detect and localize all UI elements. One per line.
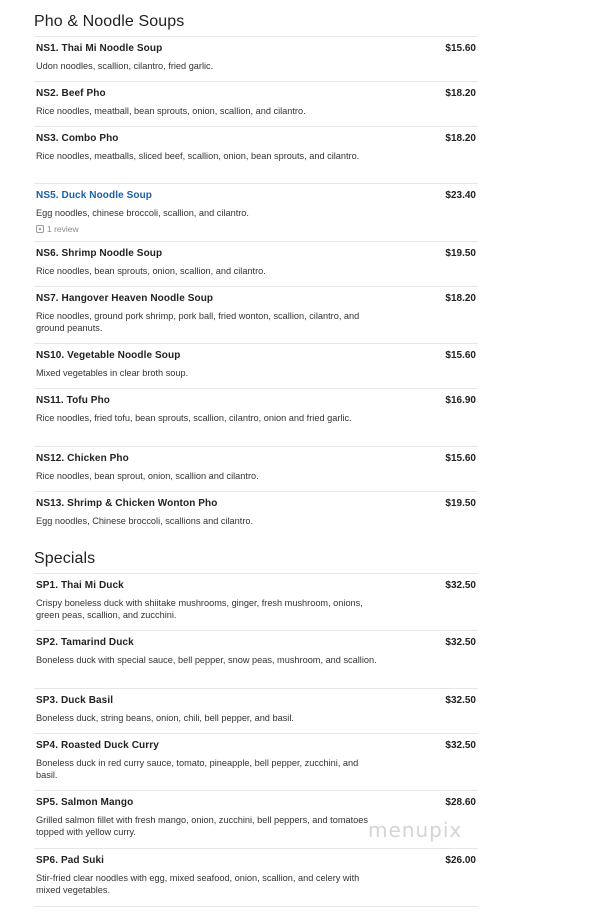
menu-item[interactable] xyxy=(34,491,478,537)
menu-item-name: NS2. Beef Pho xyxy=(36,88,106,99)
menu-item-name: NS3. Combo Pho xyxy=(36,133,119,144)
menu-item-name: SP1. Thai Mi Duck xyxy=(36,580,124,591)
menu-item-description: Rice noodles, bean sprout, onion, scallion and cilantro. xyxy=(36,471,259,481)
section-pho-noodle-soups xyxy=(34,10,478,34)
menu-item-price: $18.20 xyxy=(445,293,476,304)
menu-item-price: $15.60 xyxy=(445,43,476,54)
menu-item-name: SP2. Tamarind Duck xyxy=(36,637,134,648)
menu-item-description: Rice noodles, ground pork shrimp, pork ball, fried wonton, scallion, cilantro, and ground peanuts. xyxy=(36,311,360,333)
section-specials xyxy=(34,547,478,571)
menu-item-name: SP4. Roasted Duck Curry xyxy=(36,740,159,751)
menu-item[interactable] xyxy=(34,126,478,183)
menu-item-price: $32.50 xyxy=(445,740,476,751)
menu-item-description: Egg noodles, chinese broccoli, scallion, and cilantro. xyxy=(36,208,249,218)
menu-item-price: $19.50 xyxy=(445,498,476,509)
menu-item-description: Boneless duck with special sauce, bell pepper, snow peas, mushroom, and scallion. xyxy=(36,655,377,665)
menu-item-description: Crispy boneless duck with shiitake mushrooms, ginger, fresh mushroom, onions, green peas, scallion, and zucchini. xyxy=(36,598,363,620)
menu-item[interactable] xyxy=(34,388,478,446)
menu-item-name: NS6. Shrimp Noodle Soup xyxy=(36,248,163,259)
menu-item-name: SP3. Duck Basil xyxy=(36,695,114,706)
menu-item-price: $15.60 xyxy=(445,350,476,361)
menu-item-name-link[interactable]: NS5. Duck Noodle Soup xyxy=(36,190,153,201)
menu-item-name: NS12. Chicken Pho xyxy=(36,453,129,464)
menu-item-price: $23.40 xyxy=(445,190,476,201)
menu-item-description: Egg noodles, Chinese broccoli, scallions and cilantro. xyxy=(36,516,254,526)
menu-item-price: $15.60 xyxy=(445,453,476,464)
menu-item-description: Boneless duck in red curry sauce, tomato, pineapple, bell pepper, zucchini, and basil. xyxy=(36,758,359,780)
menu-item[interactable] xyxy=(34,446,478,491)
menu-item-name: NS10. Vegetable Noodle Soup xyxy=(36,350,181,361)
menu-item-description: Rice noodles, bean sprouts, onion, scallion, and cilantro. xyxy=(36,266,266,276)
review-count: 1 review xyxy=(47,224,79,234)
menu-item[interactable] xyxy=(34,81,478,126)
menu-item-description: Rice noodles, meatballs, sliced beef, scallion, onion, bean sprouts, and cilantro. xyxy=(36,151,360,161)
menu-item[interactable] xyxy=(34,573,478,630)
review-link[interactable] xyxy=(36,224,79,234)
menu-item[interactable] xyxy=(34,630,478,688)
menu-item-description: Stir-fried clear noodles with egg, mixed seafood, onion, scallion, and celery with mixed vegetables. xyxy=(36,873,360,895)
menu-item-price: $32.50 xyxy=(445,637,476,648)
menu-item[interactable] xyxy=(34,848,478,906)
menu-item-description: Rice noodles, fried tofu, bean sprouts, scallion, cilantro, onion and fried garlic. xyxy=(36,413,352,423)
menu-item-name: NS7. Hangover Heaven Noodle Soup xyxy=(36,293,214,304)
menu-item-price: $18.20 xyxy=(445,133,476,144)
menu-item-name: NS13. Shrimp & Chicken Wonton Pho xyxy=(36,498,218,509)
menu-item-description: Rice noodles, meatball, bean sprouts, onion, scallion, and cilantro. xyxy=(36,106,306,116)
menu-item[interactable] xyxy=(34,343,478,388)
menu-item-name: SP5. Salmon Mango xyxy=(36,797,134,808)
menu-item-price: $16.90 xyxy=(445,395,476,406)
section-title: Pho & Noodle Soups xyxy=(34,13,185,30)
menu-item-description: Udon noodles, scallion, cilantro, fried garlic. xyxy=(36,61,214,71)
menu-item-price: $32.50 xyxy=(445,695,476,706)
menu-item-price: $26.00 xyxy=(445,855,476,866)
menu-item[interactable] xyxy=(34,241,478,286)
menu-item[interactable] xyxy=(34,36,478,81)
watermark-logo: menupix xyxy=(368,818,463,842)
menu-item[interactable] xyxy=(34,286,478,343)
menu-item-name: NS11. Tofu Pho xyxy=(36,395,110,406)
section-title: Specials xyxy=(34,550,96,567)
menu-item-price: $19.50 xyxy=(445,248,476,259)
menu-item-price: $32.50 xyxy=(445,580,476,591)
menu-item-description: Boneless duck, string beans, onion, chili, bell pepper, and basil. xyxy=(36,713,294,723)
menu-item-description: Grilled salmon fillet with fresh mango, onion, zucchini, bell peppers, and tomatoes topped with yellow curry. xyxy=(36,815,368,837)
section-end-divider xyxy=(34,906,478,907)
menu-item-description: Mixed vegetables in clear broth soup. xyxy=(36,368,189,378)
review-icon xyxy=(36,225,44,233)
menu-item-price: $18.20 xyxy=(445,88,476,99)
menu-item-price: $28.60 xyxy=(445,797,476,808)
menu-item-name: SP6. Pad Suki xyxy=(36,855,104,866)
menu-item[interactable] xyxy=(34,183,478,241)
menu-item-name: NS1. Thai Mi Noodle Soup xyxy=(36,43,163,54)
menu-item[interactable] xyxy=(34,688,478,733)
menu-item[interactable] xyxy=(34,733,478,790)
